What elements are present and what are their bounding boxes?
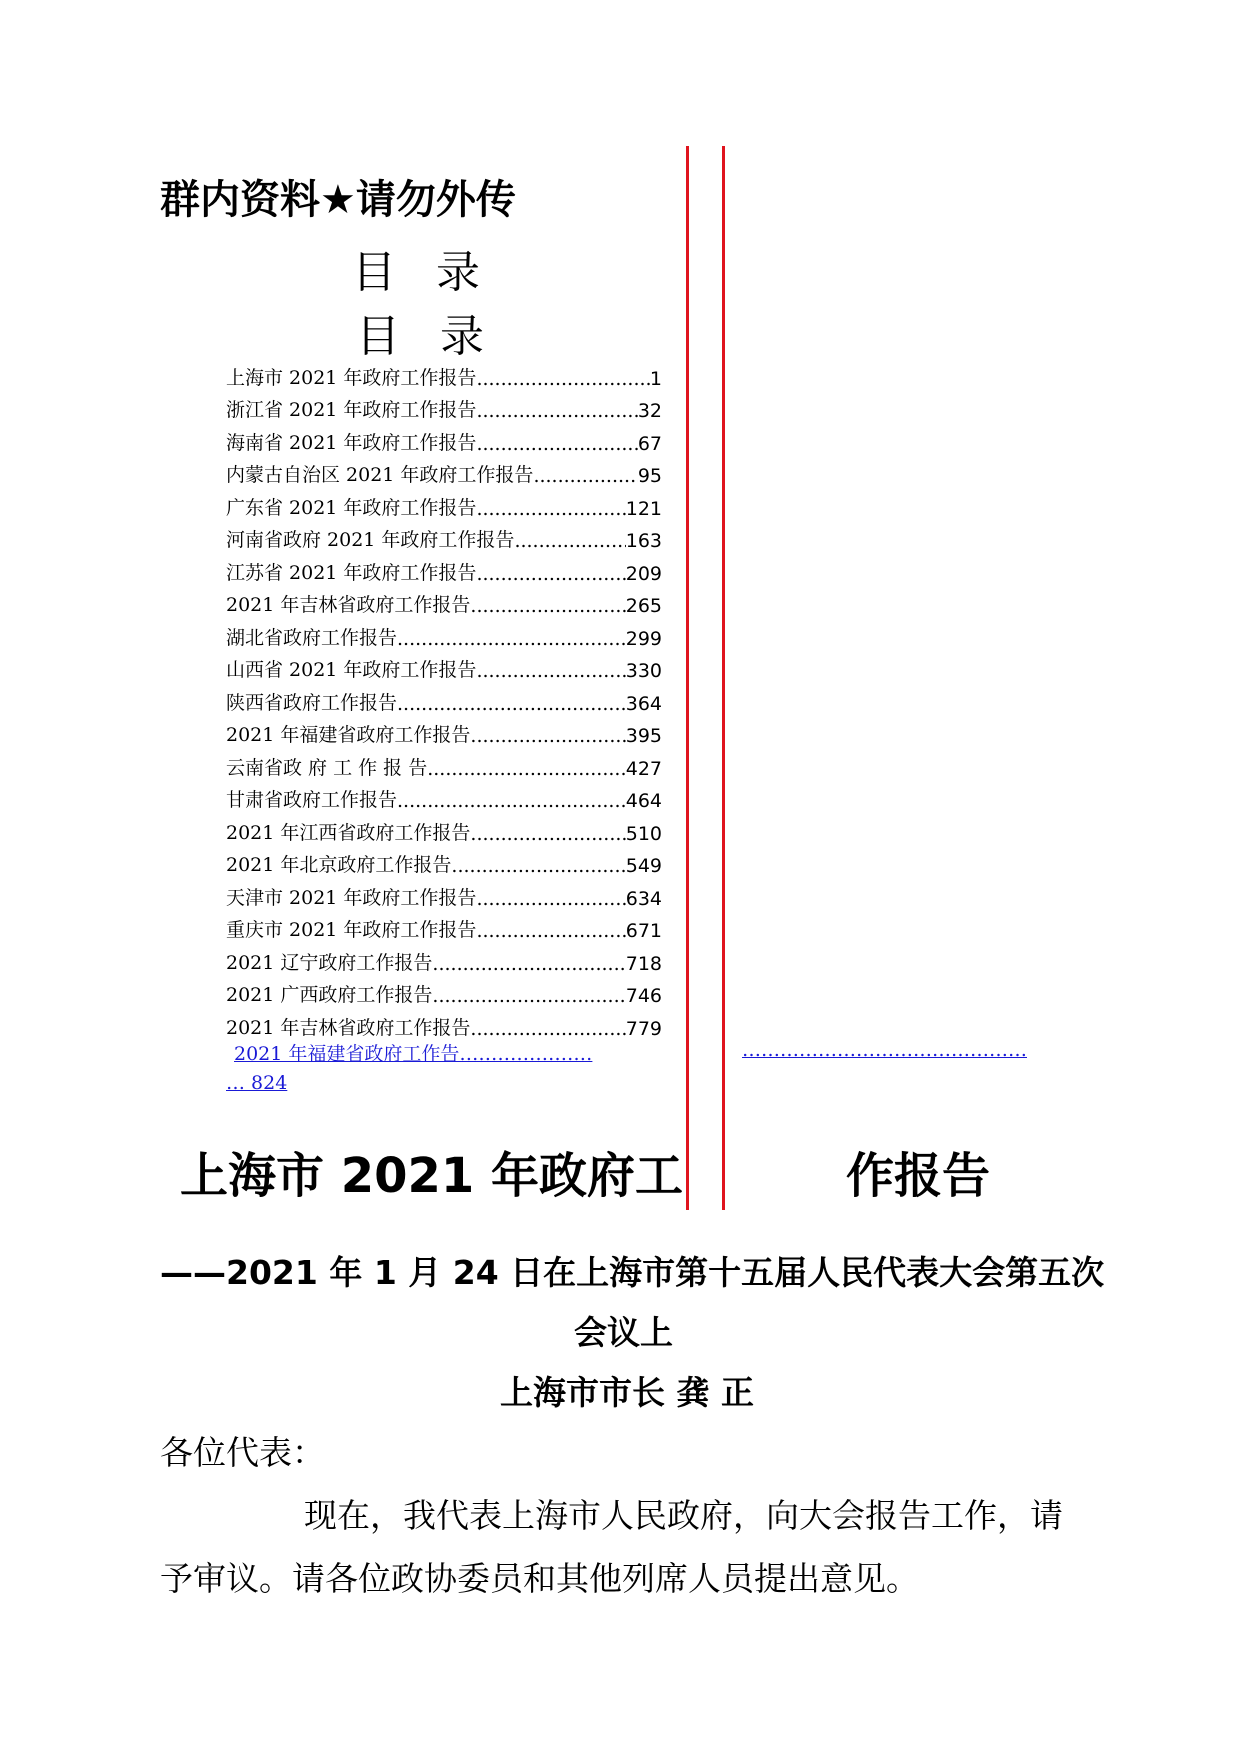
toc-entry-page: 746: [625, 985, 662, 1007]
paragraph-line2: 予审议。请各位政协委员和其他列席人员提出意见。: [160, 1559, 919, 1598]
toc-entry-page: 464: [625, 790, 662, 812]
toc-entry[interactable]: [226, 455, 662, 488]
toc-heading: 目录: [352, 247, 520, 298]
toc-entry-leader: [397, 628, 626, 650]
red-rule-left: [686, 146, 689, 1210]
toc-entry-leader: [476, 563, 625, 585]
toc-entry-title: 2021 辽宁政府工作报告: [226, 951, 433, 974]
toc-entry-title: 浙江省 2021 年政府工作报告: [226, 399, 477, 421]
toc-entry-leader: [476, 368, 649, 390]
toc-entry-leader: [533, 465, 637, 487]
toc-entry-leader: [476, 660, 625, 682]
toc-entry-leader: [397, 693, 626, 715]
toc-entry-page: 718: [625, 952, 662, 975]
document-title-right: 作报告: [846, 1148, 991, 1204]
toc-entry[interactable]: [226, 877, 662, 910]
toc-entry[interactable]: [226, 1007, 662, 1040]
document-subtitle-line1: ——2021 年 1 月 24 日在上海市第十五届人民代表大会第五次: [160, 1253, 1105, 1292]
toc-entry-title: 山西省 2021 年政府工作报告: [226, 659, 477, 681]
toc-link-dots-right[interactable]: ………………………………………: [742, 1039, 1027, 1061]
toc-entry-title: 陕西省政府工作报告: [226, 691, 398, 714]
toc-entry-title: 广东省 2021 年政府工作报告: [226, 496, 477, 519]
toc-entry-title: 河南省政府 2021 年政府工作报告: [226, 529, 515, 551]
table-of-contents: [226, 357, 662, 1040]
toc-entry-page: 32: [637, 400, 662, 422]
toc-entry-leader: [514, 530, 625, 552]
toc-entry[interactable]: [226, 747, 662, 780]
toc-entry[interactable]: [226, 617, 662, 650]
confidential-notice: 群内资料★请勿外传: [160, 177, 516, 223]
toc-entry-title: 上海市 2021 年政府工作报告: [226, 366, 477, 389]
toc-entry[interactable]: [226, 487, 662, 520]
toc-entry[interactable]: [226, 390, 662, 423]
toc-entry-leader: [476, 433, 637, 455]
toc-heading-duplicate: 目录: [356, 311, 524, 362]
toc-entry-title: 海南省 2021 年政府工作报告: [226, 431, 477, 454]
document-subtitle-line2: 会议上: [574, 1313, 673, 1352]
toc-entry[interactable]: [226, 422, 662, 455]
toc-entry-page: 549: [625, 855, 662, 877]
toc-entry-page: 510: [625, 822, 662, 845]
toc-entry[interactable]: [226, 942, 662, 975]
toc-entry-page: 427: [625, 757, 662, 780]
toc-entry-page: 121: [625, 497, 662, 520]
toc-entry-leader: [476, 920, 625, 942]
toc-entry[interactable]: [226, 845, 662, 878]
toc-entry-page: 330: [625, 660, 662, 682]
toc-entry-leader: [432, 985, 625, 1007]
toc-entry-title: 重庆市 2021 年政府工作报告: [226, 919, 477, 941]
salutation: 各位代表：: [160, 1433, 325, 1472]
toc-entry[interactable]: [226, 812, 662, 845]
toc-entry-page: 95: [637, 465, 662, 487]
toc-entry-title: 2021 广西政府工作报告: [226, 984, 433, 1006]
toc-entry[interactable]: [226, 682, 662, 715]
toc-entry-page: 779: [625, 1017, 662, 1040]
toc-entry[interactable]: [226, 650, 662, 683]
toc-entry-title: 湖北省政府工作报告: [226, 626, 398, 649]
toc-entry-title: 江苏省 2021 年政府工作报告: [226, 561, 477, 584]
toc-link-fujian-text[interactable]: 2021 年福建省政府工作告…………………: [234, 1043, 593, 1065]
toc-entry-leader: [427, 758, 626, 780]
toc-entry-title: 内蒙古自治区 2021 年政府工作报告: [226, 464, 534, 486]
toc-entry-page: 67: [637, 432, 662, 455]
toc-entry-page: 209: [625, 562, 662, 585]
red-rule-right: [722, 146, 725, 1210]
toc-entry-title: 2021 年福建省政府工作报告: [226, 724, 471, 746]
toc-entry-page: 671: [625, 920, 662, 942]
toc-entry-leader: [476, 498, 625, 520]
toc-entry-page: 364: [625, 692, 662, 715]
toc-entry-page: 634: [625, 887, 662, 910]
toc-entry-title: 天津市 2021 年政府工作报告: [226, 886, 477, 909]
toc-entry-leader: [470, 1018, 625, 1040]
document-author: 上海市市长 龚 正: [500, 1373, 754, 1412]
toc-entry-leader: [476, 400, 637, 422]
toc-entry-title: 2021 年吉林省政府工作报告: [226, 1016, 471, 1039]
toc-entry-title: 甘肃省政府工作报告: [226, 789, 398, 811]
toc-entry[interactable]: [226, 910, 662, 943]
toc-entry-title: 2021 年北京政府工作报告: [226, 854, 452, 876]
toc-entry-leader: [397, 790, 626, 812]
toc-entry-page: 265: [625, 595, 662, 617]
toc-entry-leader: [476, 888, 625, 910]
toc-entry-leader: [432, 953, 625, 975]
toc-entry-leader: [470, 595, 625, 617]
toc-entry[interactable]: [226, 975, 662, 1008]
toc-entry[interactable]: [226, 585, 662, 618]
toc-entry-page: 299: [625, 627, 662, 650]
toc-entry-leader: [470, 823, 625, 845]
toc-entry-page: 1: [649, 367, 662, 390]
toc-entry-leader: [451, 855, 625, 877]
document-title-left: 上海市 2021 年政府工: [180, 1148, 684, 1204]
toc-entry-page: 395: [625, 725, 662, 747]
toc-link-fujian[interactable]: [234, 1039, 592, 1066]
toc-entry-page: 163: [625, 530, 662, 552]
toc-entry[interactable]: [226, 780, 662, 813]
toc-entry[interactable]: [226, 520, 662, 553]
toc-entry-leader: [470, 725, 625, 747]
toc-entry[interactable]: [226, 715, 662, 748]
toc-entry[interactable]: [226, 552, 662, 585]
paragraph-line1: 现在，我代表上海市人民政府，向大会报告工作，请: [304, 1496, 1063, 1535]
toc-entry-title: 云南省政 府 工 作 报 告: [226, 756, 428, 779]
toc-entry[interactable]: [226, 357, 662, 390]
toc-entry-title: 2021 年江西省政府工作报告: [226, 821, 471, 844]
toc-link-fujian-page[interactable]: … 824: [226, 1072, 288, 1094]
toc-entry-title: 2021 年吉林省政府工作报告: [226, 594, 471, 616]
